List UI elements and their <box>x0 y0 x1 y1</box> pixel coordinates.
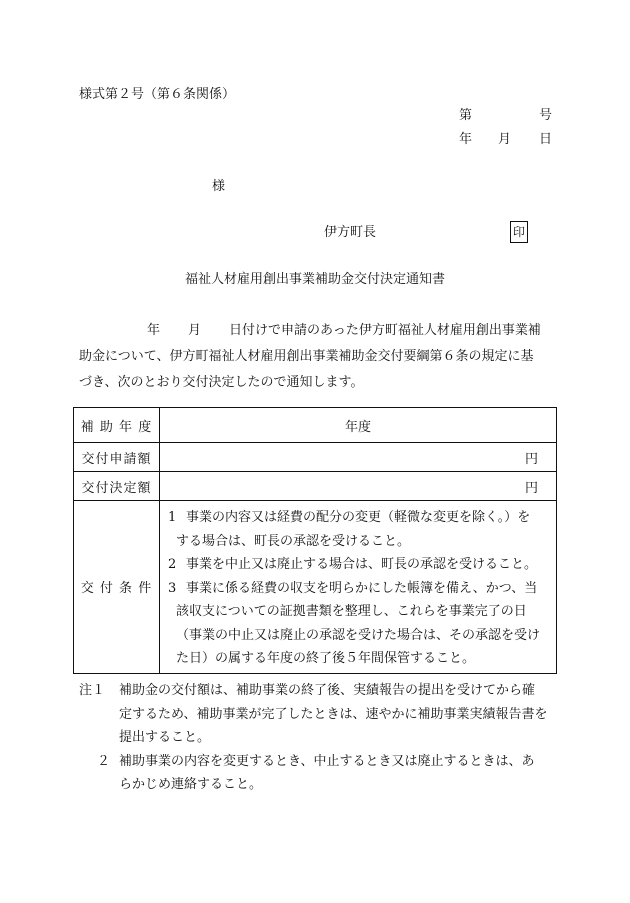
form-label: 様式第２号（第６条関係） <box>79 87 236 102</box>
conditions-label: 交 付 条 件 <box>74 501 160 674</box>
condition-line: 事業に係る経費の収支を明らかにした帳簿を備え、かつ、当 <box>186 580 538 596</box>
condition-item <box>168 506 548 553</box>
date-month-label: 月 <box>498 132 512 147</box>
note-number: ２ <box>97 753 111 769</box>
body-year-label: 年 <box>147 323 161 338</box>
condition-number: 2 <box>168 557 177 572</box>
decided-amount-label: 交付決定額 <box>74 472 160 501</box>
date-day-label: 日 <box>539 132 553 147</box>
seal-stamp: 印 <box>510 221 528 243</box>
table-row <box>74 472 557 501</box>
note-item <box>79 750 559 797</box>
note-line: 補助金の交付額は、補助事業の終了後、実績報告の提出を受けてから確 <box>119 683 536 698</box>
grant-info-table <box>73 407 557 674</box>
body-line-1 <box>79 318 557 344</box>
condition-number: 3 <box>168 580 177 596</box>
date-year-label: 年 <box>459 132 473 147</box>
condition-line: 事業の内容又は経費の配分の変更（軽微な変更を除く。）を <box>186 510 531 525</box>
subsidy-year-label: 補 助 年 度 <box>74 408 160 443</box>
note-line: 提出すること。 <box>119 730 211 745</box>
condition-line: 事業を中止又は廃止する場合は、町長の承認を受けること。 <box>186 557 538 572</box>
condition-line: する場合は、町長の承認を受けること。 <box>176 533 411 549</box>
document-number-prefix: 第 <box>459 108 473 123</box>
addressee-suffix: 様 <box>212 179 226 194</box>
decided-amount-value: 円 <box>160 472 557 501</box>
condition-line: （事業の中止又は廃止の承認を受けた場合は、その承認を受け <box>176 627 541 643</box>
note-line: 補助事業の内容を変更するとき、中止するとき又は廃止するときは、あ <box>119 753 535 769</box>
notes-section <box>79 679 559 797</box>
condition-item <box>168 577 548 671</box>
subsidy-year-value: 年度 <box>160 408 557 443</box>
notice-body <box>79 318 557 396</box>
body-line-3: づき、次のとおり交付決定したので通知します。 <box>79 375 364 390</box>
conditions-cell <box>160 501 557 674</box>
table-row <box>74 501 557 674</box>
applied-amount-label: 交付申請額 <box>74 443 160 472</box>
document-number-suffix: 号 <box>539 108 553 123</box>
issuer-name: 伊方町長 <box>324 225 377 240</box>
condition-line: た日）の属する年度の終了後５年間保管すること。 <box>176 651 476 666</box>
document-title: 福祉人材雇用創出事業補助金交付決定通知書 <box>184 272 445 287</box>
body-month-label: 月 <box>188 323 202 338</box>
table-row <box>74 408 557 443</box>
note-line: らかじめ連絡すること。 <box>119 777 263 792</box>
body-line-1-text: 日付けで申請のあった伊方町福祉人材雇用創出事業補 <box>229 323 541 338</box>
condition-line: 該収支についての証拠書類を整理し、これらを事業完了の日 <box>176 604 527 619</box>
note-line: 定するため、補助事業が完了したときは、速やかに補助事業実績報告書を <box>119 706 548 722</box>
applied-amount-value: 円 <box>160 443 557 472</box>
condition-item <box>168 553 548 577</box>
note-number: 注１ <box>79 683 106 698</box>
condition-number: 1 <box>168 510 177 525</box>
body-line-2: 助金について、伊方町福祉人材雇用創出事業補助金交付要綱第６条の規定に基 <box>79 349 534 364</box>
table-row <box>74 443 557 472</box>
note-item <box>79 679 559 750</box>
